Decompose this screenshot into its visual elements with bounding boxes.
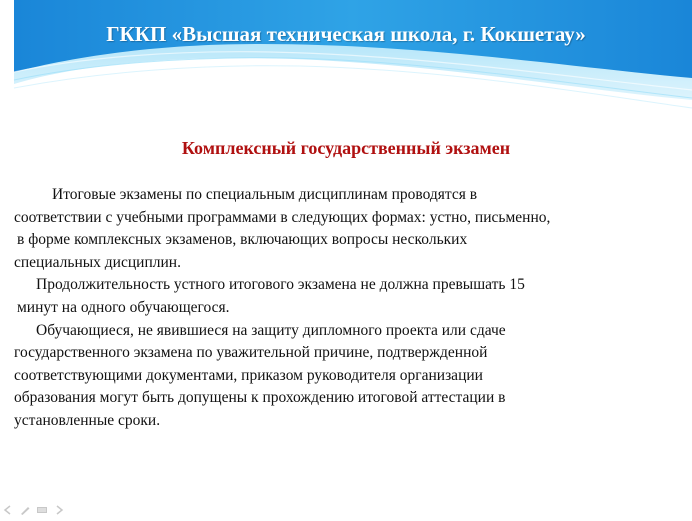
pen-icon[interactable]	[19, 505, 31, 515]
body-line: Итоговые экзамены по специальным дисциплинам проводятся в	[52, 186, 478, 203]
slide-header-title: ГККП «Высшая техническая школа, г. Кокшетау»	[106, 22, 586, 46]
body-line: Продолжительность устного итогового экзамена не должна превышать 15	[36, 276, 525, 294]
body-line: специальных дисциплин.	[14, 253, 181, 271]
body-line: образования могут быть допущены к прохождению итоговой аттестации в	[14, 389, 506, 407]
header-wave-banner	[0, 0, 692, 120]
body-line: Обучающиеся, не явившиеся на защиту дипломного проекта или сдаче	[36, 321, 506, 339]
slideshow-nav-controls	[2, 505, 65, 515]
body-line: соответствующими документами, приказом руководителя организации	[14, 366, 483, 384]
body-line: минут на одного обучающегося.	[17, 298, 230, 316]
body-line: государственного экзамена по уважительной причине, подтвержденной	[14, 344, 488, 362]
prev-arrow-icon[interactable]	[2, 505, 14, 515]
section-title: Комплексный государственный экзамен	[181, 138, 511, 158]
body-line: соответствии с учебными программами в следующих формах: устно, письменно,	[14, 208, 551, 226]
menu-icon[interactable]	[36, 505, 48, 515]
next-arrow-icon[interactable]	[53, 505, 65, 515]
body-line: в форме комплексных экзаменов, включающих вопросы нескольких	[17, 231, 468, 249]
body-text	[14, 184, 686, 433]
body-line: установленные сроки.	[14, 411, 161, 429]
